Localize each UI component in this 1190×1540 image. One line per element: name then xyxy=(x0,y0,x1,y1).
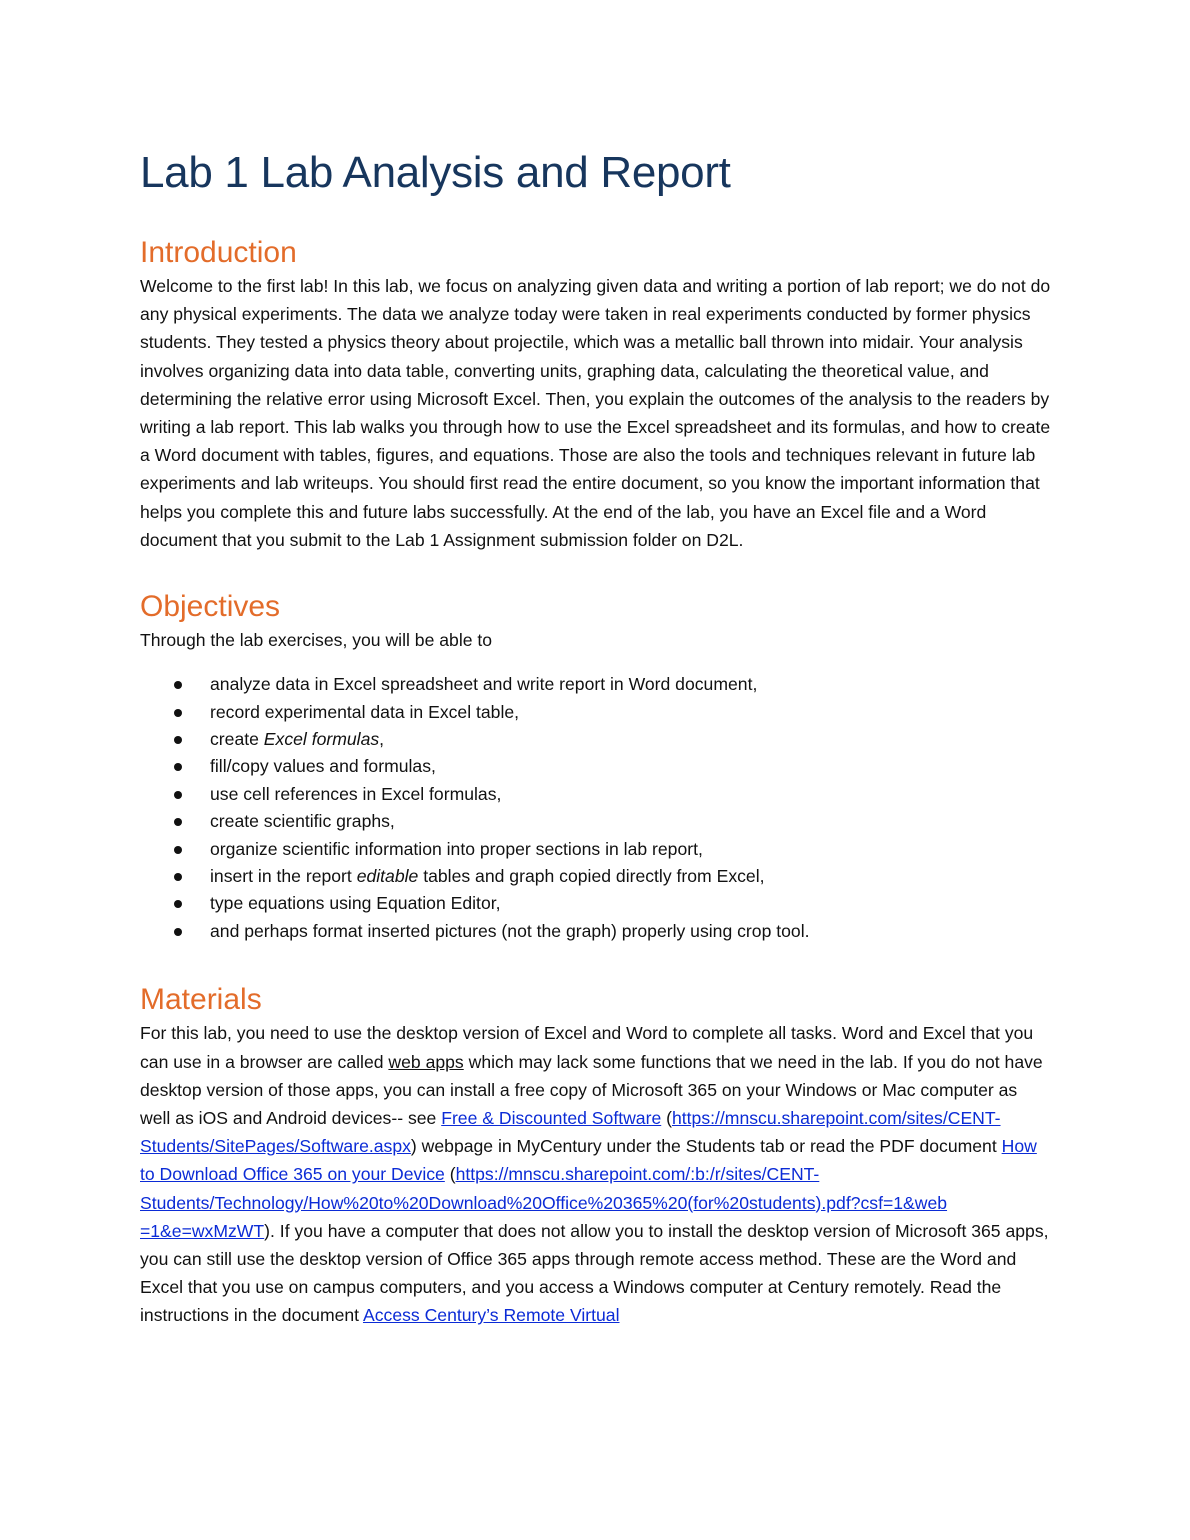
list-item: organize scientific information into proper sections in lab report, xyxy=(140,836,1052,863)
list-item: type equations using Equation Editor, xyxy=(140,890,1052,917)
download-office-url-link[interactable]: https://mnscu.sharepoint.com/:b:/r/sites/CENT- Students/Technology/How%20to%20Download%20Office%20365%20(for%20students).pdf?csf=1&web =1&e=wxMzWT xyxy=(140,1164,948,1241)
download-office-link[interactable]: How to Download Office 365 on your Device xyxy=(140,1136,1037,1185)
introduction-paragraph: Welcome to the first lab! In this lab, we focus on analyzing given data and writing a portion of lab report; we do not do any physical experiments. The data we analyze today were taken in real experiments conducted by former physics students. They tested a physics theory about projectile, which was a metallic ball thrown into midair. Your analysis involves organizing data into data table, converting units, graphing data, calculating the theoretical value, and determining the relative error using Microsoft Excel. Then, you explain the outcomes of the analysis to the readers by writing a lab report. This lab walks you through how to use the Excel spreadsheet and its formulas, and how to create a Word document with tables, figures, and equations. Those are also the tools and techniques relevant in future lab experiments and lab writeups. You should first read the entire document, so you know the important information that helps you complete this and future labs successfully. At the end of the lab, you have an Excel file and a Word document that you submit to the Lab 1 Assignment submission folder on D2L. xyxy=(140,276,1051,550)
materials-paragraph: For this lab, you need to use the desktop version of Excel and Word to complete all tasks. Word and Excel that you can use in a browser are called web apps which may lack some functions that we need in the lab. If you do not have desktop version of those apps, you can install a free copy of Microsoft 365 on your Windows or Mac computer as well as iOS and Android devices-- see Free & Discounted Software (https://mnscu.sharepoint.com/sites/CENT-Students/SitePages/Software.aspx) webpage in MyCentury under the Students tab or read the PDF document How to Download Office 365 on your Device (https://mnscu.sharepoint.com/:b:/r/sites/CENT- Students/Technology/How%20to%20Download%20Office%20365%20(for%20students).pdf?csf=1&web =1&e=wxMzWT). If you have a computer that does not allow you to install the desktop version of Microsoft 365 apps, you can still use the desktop version of Office 365 apps through remote access method. These are the Word and Excel that you use on campus computers, and you access a Windows computer at Century remotely. Read the instructions in the document Access Century’s Remote Virtual xyxy=(140,1023,1049,1326)
list-item: fill/copy values and formulas, xyxy=(140,753,1052,780)
document-page xyxy=(140,142,1052,1330)
bullet-icon xyxy=(174,736,182,744)
bullet-icon xyxy=(174,873,182,881)
remote-virtual-link[interactable]: Access Century’s Remote Virtual xyxy=(362,1305,620,1326)
materials-heading: Materials xyxy=(140,983,262,1017)
bullet-icon xyxy=(174,791,182,799)
web-apps-term: web apps xyxy=(388,1051,464,1072)
bullet-icon xyxy=(174,900,182,908)
objectives-heading: Objectives xyxy=(140,590,281,624)
introduction-heading: Introduction xyxy=(140,236,297,269)
list-item: and perhaps format inserted pictures (not the graph) properly using crop tool. xyxy=(140,918,1052,945)
list-item: insert in the report editable tables and graph copied directly from Excel, xyxy=(140,863,1052,890)
list-item: use cell references in Excel formulas, xyxy=(140,781,1052,808)
bullet-icon xyxy=(174,681,182,689)
objectives-intro: Through the lab exercises, you will be able to xyxy=(140,630,493,651)
free-discounted-software-link[interactable]: Free & Discounted Software xyxy=(441,1107,662,1128)
list-item: create Excel formulas, xyxy=(140,726,1052,753)
document-title: Lab 1 Lab Analysis and Report xyxy=(140,148,731,197)
list-item: analyze data in Excel spreadsheet and write report in Word document, xyxy=(140,671,1052,698)
bullet-icon xyxy=(174,709,182,717)
objectives-list xyxy=(140,671,1052,945)
list-item: record experimental data in Excel table, xyxy=(140,699,1052,726)
bullet-icon xyxy=(174,846,182,854)
bullet-icon xyxy=(174,928,182,936)
list-item: create scientific graphs, xyxy=(140,808,1052,835)
bullet-icon xyxy=(174,763,182,771)
software-url-link[interactable]: https://mnscu.sharepoint.com/sites/CENT-Students/SitePages/Software.aspx xyxy=(140,1107,1001,1157)
bullet-icon xyxy=(174,818,182,826)
